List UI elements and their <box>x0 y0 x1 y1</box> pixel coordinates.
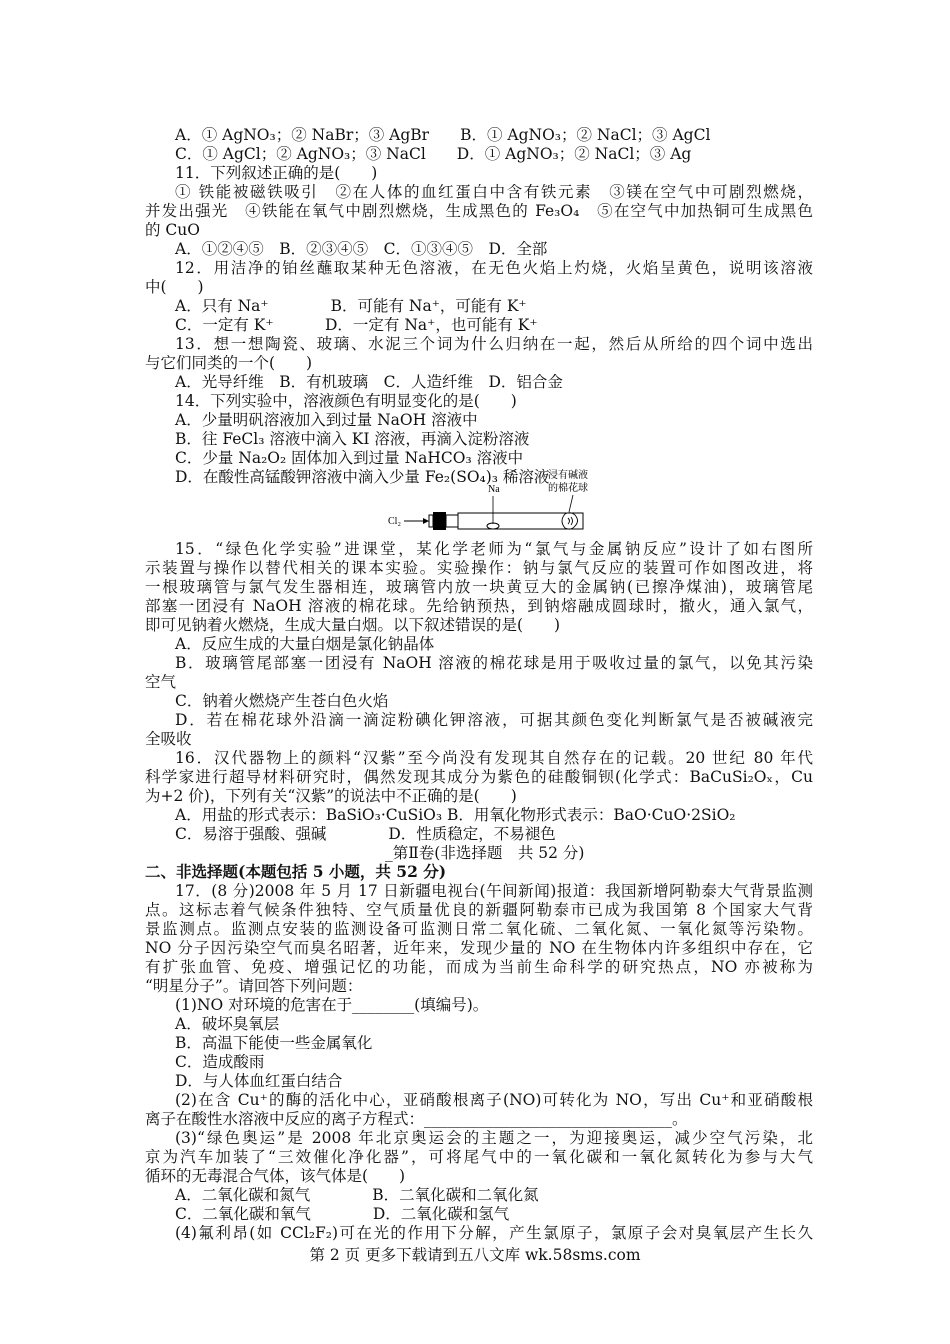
nonchoice-heading: 二、非选择题(本题包括 5 小题，共 52 分) <box>145 862 447 881</box>
q14-option-a: A．少量明矾溶液加入到过量 NaOH 溶液中 <box>175 411 478 429</box>
q17-part3-option-ab: A．二氧化碳和氮气 B．二氧化碳和二氧化氮 <box>175 1186 539 1204</box>
cl2-label: Cl₂ <box>388 516 401 527</box>
q12-option-ab: A．只有 Na⁺ B．可能有 Na⁺，可能有 K⁺ <box>175 297 527 315</box>
q17-text-line: NO 分子因污染空气而臭名昭著，近年来，发现少量的 NO 在生物体内许多组织中存在，它 <box>145 939 813 957</box>
q12-option-cd: C．一定有 K⁺ D．一定有 Na⁺，也可能有 K⁺ <box>175 316 538 334</box>
q17-part1-option-b: B．高温下能使一些金属氧化 <box>175 1034 373 1052</box>
q11-text-line: ① 铁能被磁铁吸引 ②在人体的血红蛋白中含有铁元素 ③镁在空气中可剧烈燃烧， <box>175 183 813 201</box>
cotton-pointer-line <box>569 495 573 512</box>
q16-text-line: 科学家进行超导材料研究时，偶然发现其成分为紫色的硅酸铜钡(化学式：BaCuSi₂Oₓ，Cu <box>145 768 813 786</box>
q12-stem-cont: 中( ) <box>145 278 204 296</box>
q17-part2-answer-line: 离子在酸性水溶液中反应的离子方程式：________________________________。 <box>145 1110 688 1128</box>
q16-text-line: 为+2 价)，下列有关“汉紫”的说法中不正确的是( ) <box>145 787 517 805</box>
arrowhead-icon <box>423 518 429 524</box>
q11-text-line: 的 CuO <box>145 221 200 239</box>
q17-part3-text: 京为汽车加装了“三效催化净化器”，可将尾气中的一氧化碳和一氧化氮转化为参与大气 <box>145 1148 813 1166</box>
q13-options: A．光导纤维 B．有机玻璃 C．人造纤维 D．铝合金 <box>175 373 563 391</box>
apparatus-diagram <box>385 468 605 534</box>
q17-part4-stem: (4)氟利昂(如 CCl₂F₂)可在光的作用下分解，产生氯原子，氯原子会对臭氧层产生长久 <box>175 1224 813 1242</box>
q17-part1-option-c: C．造成酸雨 <box>175 1053 265 1071</box>
q17-text-line: 景监测点。监测点安装的监测设备可监测日常二氧化硫、二氧化氮、一氧化氮等污染物。 <box>145 920 813 938</box>
q17-part1-stem: (1)NO 对环境的危害在于________(填编号)。 <box>175 996 489 1014</box>
q16-option-ab: A．用盐的形式表示：BaSiO₃·CuSiO₃ B．用氧化物形式表示：BaO·CuO·2SiO₂ <box>175 806 736 824</box>
cotton-label-line2: 的棉花球 <box>548 483 588 494</box>
cotton-label-line1: 浸有碱液 <box>548 470 588 481</box>
page-footer: 第 2 页 更多下载请到五八文库 wk.58sms.com <box>309 1246 641 1264</box>
q15-text-line: 一根玻璃管与氯气发生器相连，玻璃管内放一块黄豆大的金属钠(已擦净煤油)，玻璃管尾 <box>145 578 813 596</box>
q10-option-cd: C．① AgCl；② AgNO₃；③ NaCl D．① AgNO₃；② NaCl；③ Ag <box>175 145 692 163</box>
q16-option-cd: C．易溶于强酸、强碱 D．性质稳定，不易褪色 <box>175 825 556 843</box>
q13-stem: 13．想一想陶瓷、玻璃、水泥三个词为什么归纳在一起，然后从所给的四个词中选出 <box>175 335 813 353</box>
q14-option-d: D．在酸性高锰酸钾溶液中滴入少量 Fe₂(SO₄)₃ 稀溶液 <box>175 468 550 486</box>
q14-option-b: B．往 FeCl₃ 溶液中滴入 KI 溶液，再滴入淀粉溶液 <box>175 430 530 448</box>
q14-option-c: C．少量 Na₂O₂ 固体加入到过量 NaHCO₃ 溶液中 <box>175 449 524 467</box>
q15-text-line: 15．“绿色化学实验”进课堂，某化学老师为“氯气与金属钠反应”设计了如右图所 <box>175 540 813 558</box>
cotton-ball <box>562 513 578 529</box>
q17-part2-stem: (2)在含 Cu⁺的酶的活化中心，亚硝酸根离子(NO)可转化为 NO，写出 Cu⁺和亚硝酸根 <box>175 1091 813 1109</box>
q17-part3-stem: (3)“绿色奥运”是 2008 年北京奥运会的主题之一，为迎接奥运，减少空气污染，北 <box>175 1129 813 1147</box>
q15-text-line: 示装置与操作以替代相关的课本实验。实验操作：钠与氯气反应的装置可作如图改进，将 <box>145 559 813 577</box>
q15-text-line: 即可见钠着火燃烧，生成大量白烟。以下叙述错误的是( ) <box>145 616 561 634</box>
q12-stem: 12．用洁净的铂丝蘸取某种无色溶液，在无色火焰上灼烧，火焰呈黄色，说明该溶液 <box>175 259 813 277</box>
q15-text-line: 部塞一团浸有 NaOH 溶液的棉花球。先给钠预热，到钠熔融成圆球时，撤火，通入氯气， <box>145 597 813 615</box>
q13-stem-cont: 与它们同类的一个( ) <box>145 354 313 372</box>
q10-option-ab: A．① AgNO₃；② NaBr；③ AgBr B．① AgNO₃；② NaCl；③ AgCl <box>175 126 711 144</box>
q17-text-line: “明星分子”。请回答下列问题： <box>145 977 363 995</box>
q17-text-line: 17．(8 分)2008 年 5 月 17 日新疆电视台(午间新闻)报道：我国新增阿勒泰大气背景监测 <box>175 882 813 900</box>
q15-option-b-cont: 空气 <box>145 673 177 691</box>
q15-option-b: B．玻璃管尾部塞一团浸有 NaOH 溶液的棉花球是用于吸收过量的氯气，以免其污染 <box>175 654 813 672</box>
connector <box>446 515 458 527</box>
q15-option-d: D．若在棉花球外沿滴一滴淀粉碘化钾溶液，可据其颜色变化判断氯气是否被碱液完 <box>175 711 813 729</box>
q17-text-line: 点。这标志着气候条件独特、空气质量优良的新疆阿勒泰市已成为我国第 8 个国家大气背 <box>145 901 813 919</box>
q17-part1-option-a: A．破坏臭氧层 <box>175 1015 280 1033</box>
q17-part3-text: 循环的无毒混合气体，该气体是( ) <box>145 1167 406 1185</box>
q17-text-line: 有扩张血管、免疫、增强记忆的功能，而成为当前生命科学的研究热点，NO 亦被称为 <box>145 958 813 976</box>
q15-option-c: C．钠着火燃烧产生苍白色火焰 <box>175 692 389 710</box>
q17-part1-option-d: D．与人体血红蛋白结合 <box>175 1072 343 1090</box>
stopper <box>433 512 446 530</box>
q11-options: A．①②④⑤ B．②③④⑤ C．①③④⑤ D．全部 <box>175 240 548 258</box>
q14-stem: 14．下列实验中，溶液颜色有明显变化的是( ) <box>175 392 517 410</box>
q17-part3-option-cd: C．二氧化碳和氧气 D．二氧化碳和氢气 <box>175 1205 510 1223</box>
section-2-heading: _第Ⅱ卷(非选择题 共 52 分) <box>385 844 585 862</box>
q15-option-d-cont: 全吸收 <box>145 730 192 748</box>
q11-stem: 11．下列叙述正确的是( ) <box>175 164 378 182</box>
q16-text-line: 16．汉代器物上的颜料“汉紫”至今尚没有发现其自然存在的记载。20 世纪 80 年代 <box>175 749 813 767</box>
q15-option-a: A．反应生成的大量白烟是氯化钠晶体 <box>175 635 435 653</box>
inlet-tube <box>429 515 433 527</box>
q11-text-line: 并发出强光 ④铁能在氧气中剧烈燃烧，生成黑色的 Fe₃O₄ ⑤在空气中加热铜可生成黑色 <box>145 202 813 220</box>
na-label: Na <box>488 484 500 495</box>
